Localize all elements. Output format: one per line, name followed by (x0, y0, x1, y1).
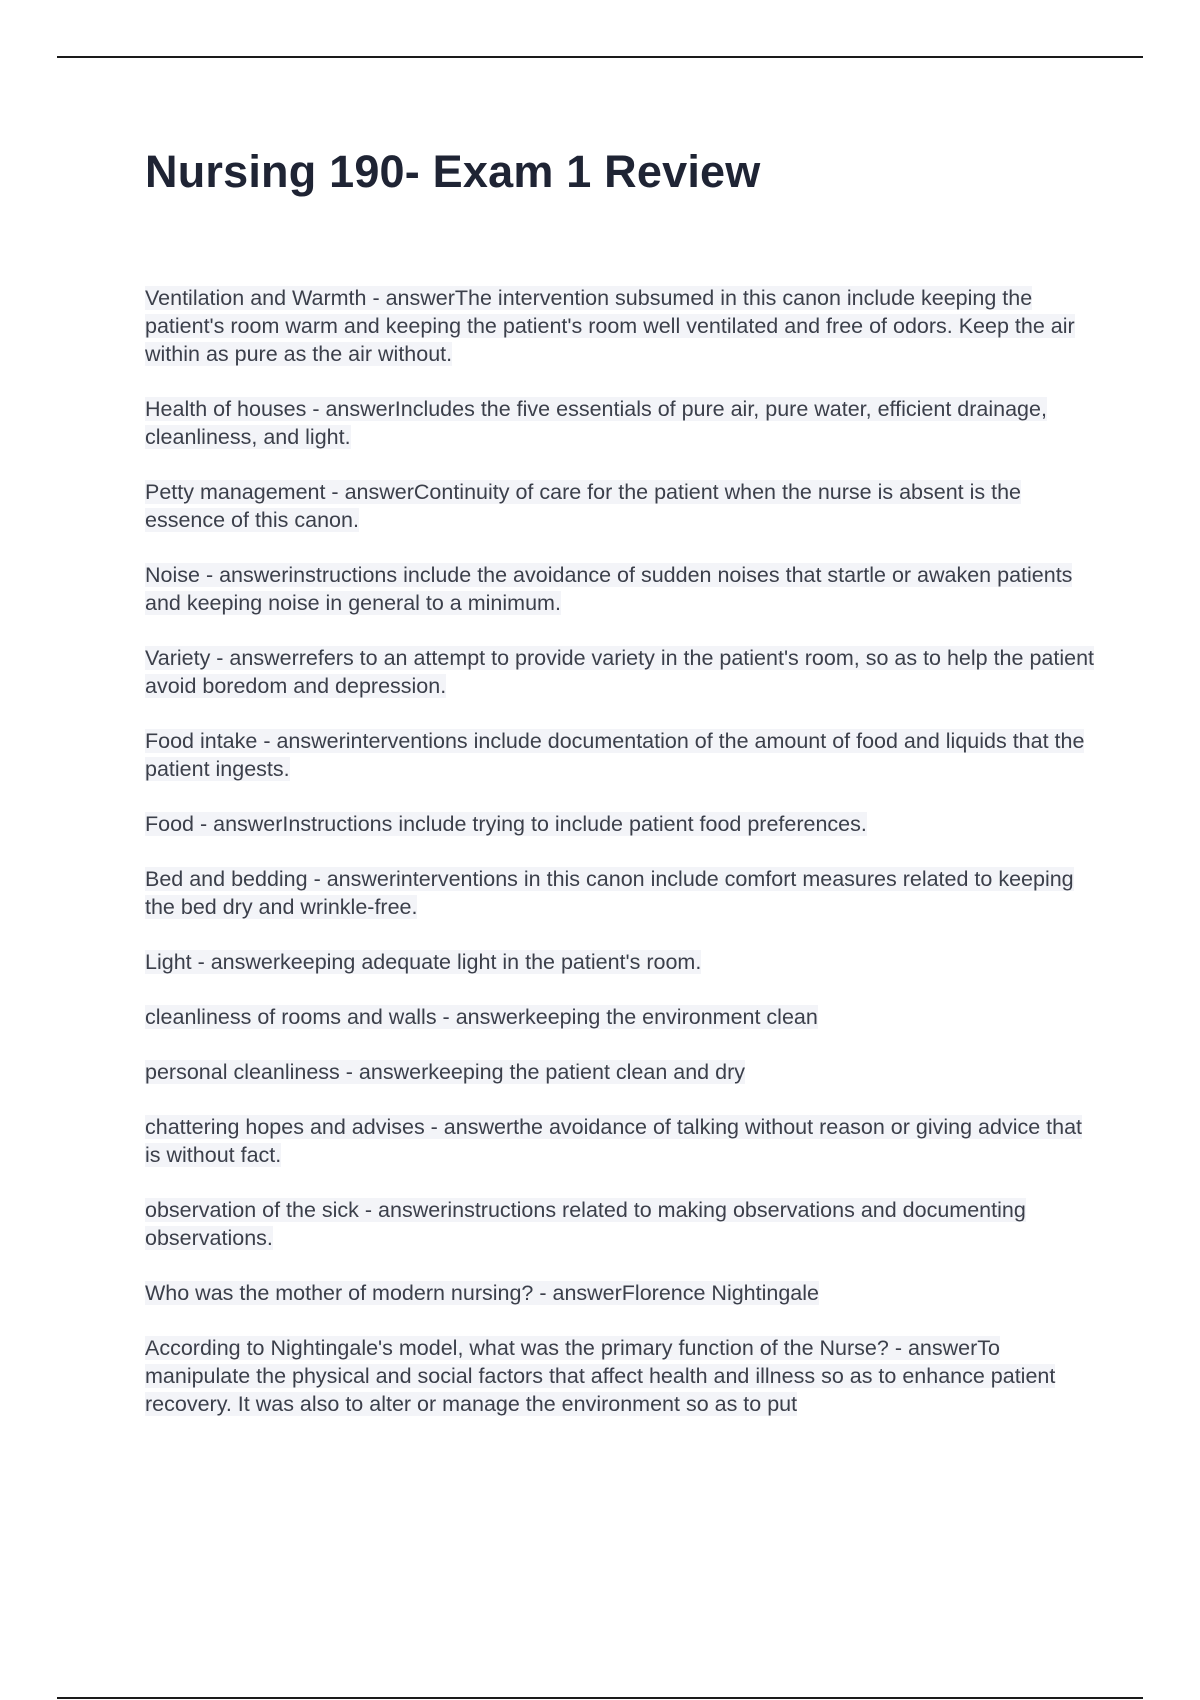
qa-item: observation of the sick - answerinstructions related to making observations and documenting observations. (145, 1198, 1026, 1250)
qa-item: Bed and bedding - answerinterventions in this canon include comfort measures related to keeping the bed dry and wrinkle-free. (145, 867, 1074, 919)
page-title: Nursing 190- Exam 1 Review (145, 146, 761, 197)
qa-item: Food intake - answerinterventions include documentation of the amount of food and liquids that the patient ingests. (145, 729, 1085, 781)
bottom-divider (57, 1697, 1143, 1699)
top-divider (57, 56, 1143, 58)
qa-item: Ventilation and Warmth - answerThe intervention subsumed in this canon include keeping the patient's room warm and keeping the patient's room well ventilated and free of odors. Keep the air within as pure as the air without. (145, 286, 1075, 366)
qa-item: Noise - answerinstructions include the avoidance of sudden noises that startle or awaken patients and keeping noise in general to a minimum. (145, 563, 1073, 615)
qa-item: chattering hopes and advises - answerthe avoidance of talking without reason or giving advice that is without fact. (145, 1115, 1083, 1167)
qa-item: Petty management - answerContinuity of care for the patient when the nurse is absent is the essence of this canon. (145, 480, 1022, 532)
qa-item: cleanliness of rooms and walls - answerkeeping the environment clean (145, 1005, 818, 1029)
qa-list (145, 284, 1095, 1445)
qa-item: Variety - answerrefers to an attempt to provide variety in the patient's room, so as to help the patient avoid boredom and depression. (145, 646, 1095, 698)
qa-item: Light - answerkeeping adequate light in the patient's room. (145, 950, 702, 974)
qa-item: Health of houses - answerIncludes the five essentials of pure air, pure water, efficient drainage, cleanliness, and light. (145, 397, 1047, 449)
qa-item: personal cleanliness - answerkeeping the patient clean and dry (145, 1060, 745, 1084)
qa-item: According to Nightingale's model, what was the primary function of the Nurse? - answerTo manipulate the physical and social factors that affect health and illness so as to enhance patient recovery. It was also to alter or manage the environment so as to put (145, 1336, 1056, 1416)
qa-item: Who was the mother of modern nursing? - answerFlorence Nightingale (145, 1281, 819, 1305)
qa-item: Food - answerInstructions include trying to include patient food preferences. (145, 812, 867, 836)
